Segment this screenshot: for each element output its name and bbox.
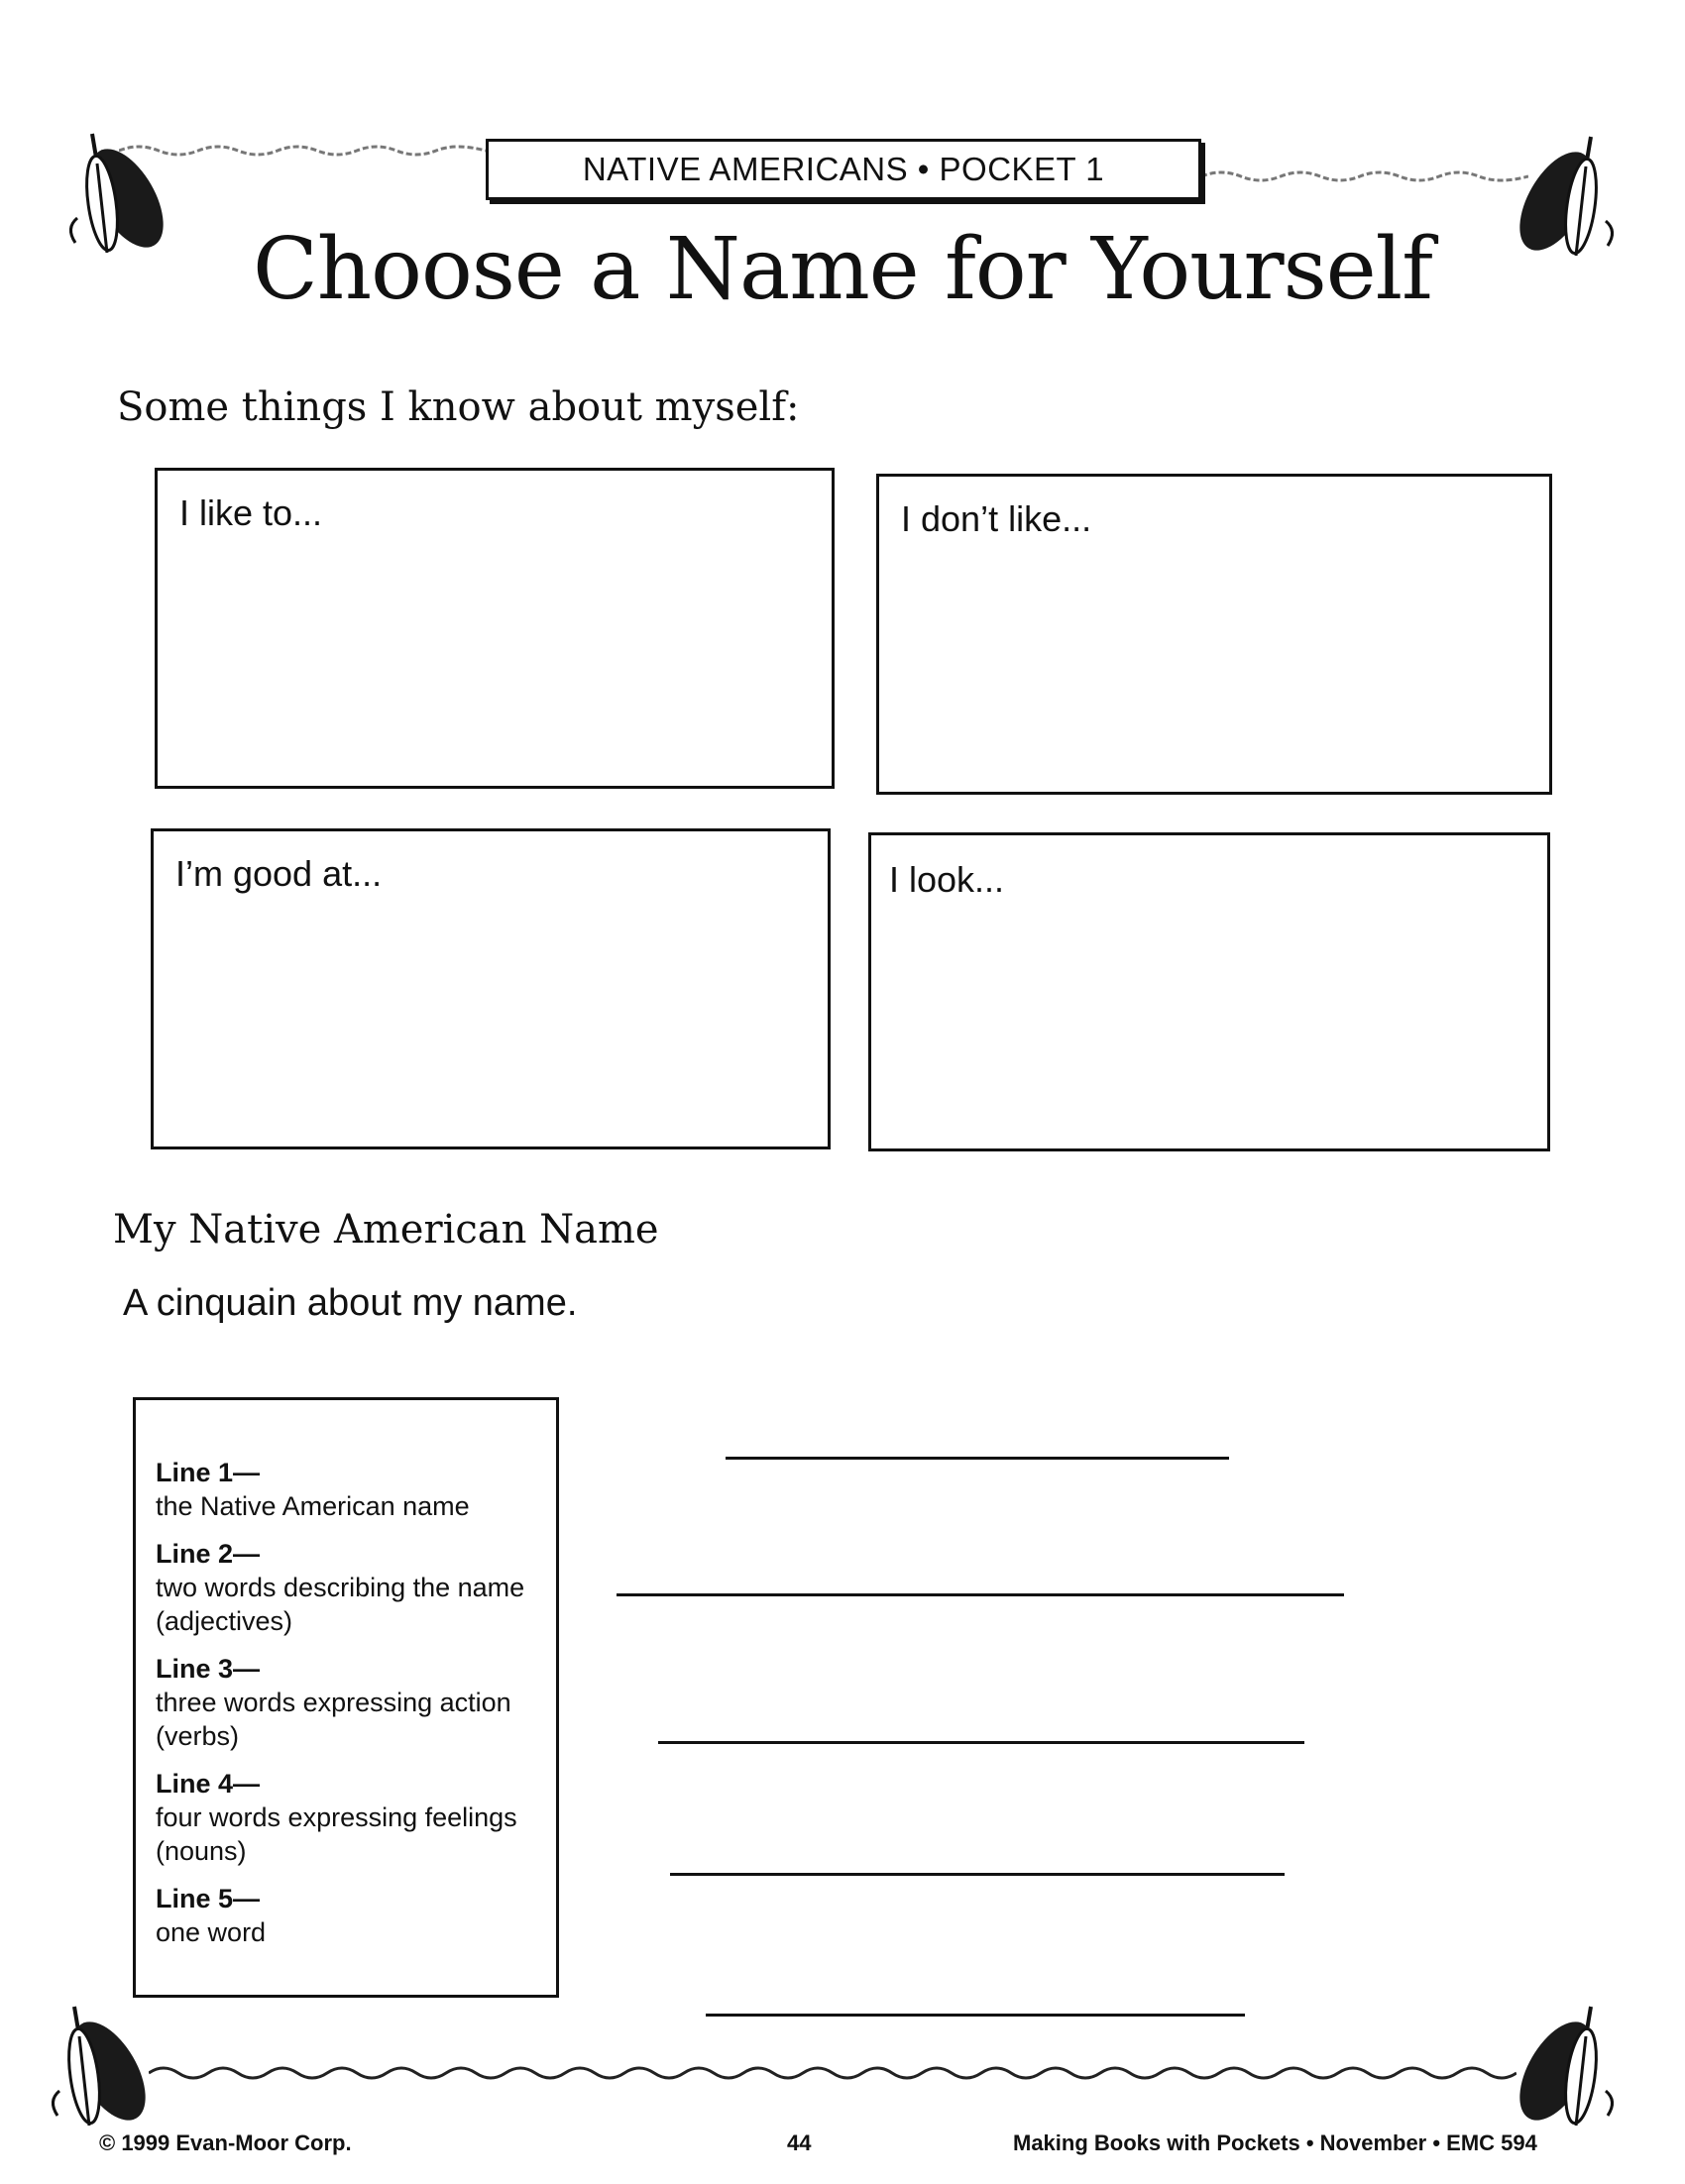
writing-line-5[interactable] [706, 2014, 1245, 2017]
likes-box-label: I like to... [179, 492, 323, 533]
likes-box[interactable] [155, 468, 835, 789]
dislikes-box-label: I don’t like... [901, 498, 1092, 539]
appearance-box-label: I look... [889, 859, 1005, 900]
bottom-wavy-border [149, 2061, 1516, 2085]
top-wavy-border-right [1201, 164, 1528, 188]
good-at-box-label: I’m good at... [175, 853, 383, 894]
cinquain-line-4: Line 4— four words expressing feelings (nouns) [156, 1769, 517, 1866]
dislikes-box[interactable] [876, 474, 1552, 795]
footer-series: Making Books with Pockets • November • EMC 594 [1013, 2130, 1537, 2155]
pocket-header: NATIVE AMERICANS • POCKET 1 [486, 139, 1201, 200]
footer-copyright: © 1999 Evan-Moor Corp. [99, 2130, 352, 2155]
feather-icon [40, 1997, 159, 2145]
footer-page-number: 44 [787, 2130, 812, 2155]
section-heading-myself: Some things I know about myself: [117, 384, 800, 430]
section-subheading: A cinquain about my name. [123, 1282, 578, 1324]
cinquain-line-3: Line 3— three words expressing action (verbs) [156, 1654, 511, 1751]
page-title: Choose a Name for Yourself [252, 220, 1432, 319]
writing-line-2[interactable] [617, 1593, 1344, 1596]
cinquain-line-2: Line 2— two words describing the name (adjectives) [156, 1539, 525, 1636]
cinquain-line-1: Line 1— the Native American name [156, 1458, 470, 1521]
section-heading-name: My Native American Name [113, 1207, 659, 1253]
writing-line-1[interactable] [726, 1457, 1229, 1460]
cinquain-line-5: Line 5— one word [156, 1884, 267, 1947]
feather-icon [1507, 1997, 1626, 2145]
writing-line-4[interactable] [670, 1873, 1285, 1876]
appearance-box[interactable] [868, 832, 1550, 1151]
writing-line-3[interactable] [658, 1741, 1304, 1744]
cinquain-instructions-box [133, 1397, 559, 1998]
good-at-box[interactable] [151, 828, 831, 1149]
